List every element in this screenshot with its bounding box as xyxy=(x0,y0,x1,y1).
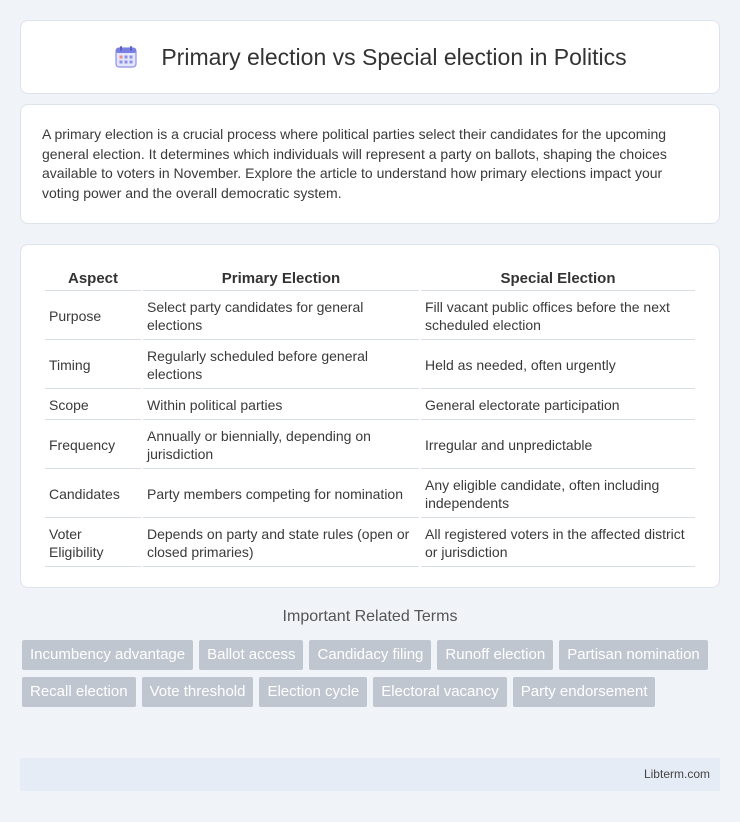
page-title: Primary election vs Special election in Politics xyxy=(161,43,627,70)
tag-partisan-nomination[interactable]: Partisan nomination xyxy=(559,640,708,670)
table-header-row xyxy=(45,267,695,291)
header-aspect: Aspect xyxy=(45,267,141,291)
cell-aspect: Voter Eligibility xyxy=(45,520,141,567)
cell-primary: Regularly scheduled before general elections xyxy=(143,342,419,389)
tag-ballot-access[interactable]: Ballot access xyxy=(199,640,303,670)
footer-site-link[interactable]: Libterm.com xyxy=(643,767,710,781)
header-special-election: Special Election xyxy=(421,267,695,291)
cell-special: All registered voters in the affected district or jurisdiction xyxy=(421,520,695,567)
cell-primary: Depends on party and state rules (open or closed primaries) xyxy=(143,520,419,567)
cell-primary: Select party candidates for general elections xyxy=(143,293,419,340)
header-card xyxy=(20,20,720,94)
table-row xyxy=(45,293,695,340)
related-terms-tags xyxy=(22,640,722,707)
table-row xyxy=(45,471,695,518)
tag-candidacy-filing[interactable]: Candidacy filing xyxy=(309,640,431,670)
comparison-table-card xyxy=(20,244,720,588)
cell-aspect: Purpose xyxy=(45,293,141,340)
comparison-table xyxy=(43,265,697,569)
cell-special: Held as needed, often urgently xyxy=(421,342,695,389)
cell-primary: Within political parties xyxy=(143,391,419,420)
calendar-icon xyxy=(113,44,139,70)
table-row xyxy=(45,422,695,469)
tag-vote-threshold[interactable]: Vote threshold xyxy=(142,677,254,707)
cell-special: Irregular and unpredictable xyxy=(421,422,695,469)
related-terms-title: Important Related Terms xyxy=(282,608,458,625)
cell-special: General electorate participation xyxy=(421,391,695,420)
tag-recall-election[interactable]: Recall election xyxy=(22,677,136,707)
cell-aspect: Frequency xyxy=(45,422,141,469)
table-row xyxy=(45,520,695,567)
tag-electoral-vacancy[interactable]: Electoral vacancy xyxy=(373,677,507,707)
tag-incumbency-advantage[interactable]: Incumbency advantage xyxy=(22,640,193,670)
cell-special: Fill vacant public offices before the next scheduled election xyxy=(421,293,695,340)
cell-aspect: Timing xyxy=(45,342,141,389)
intro-text: A primary election is a crucial process where political parties select their candidates for the upcoming general election. It determines which individuals will represent a party on ballots, shaping the choices available to voters in November. Explore the article to understand how primary elections impact your voting power and the overall democratic system. xyxy=(42,126,667,201)
cell-aspect: Candidates xyxy=(45,471,141,518)
footer xyxy=(20,758,720,791)
intro-card xyxy=(20,104,720,224)
table-row xyxy=(45,342,695,389)
tag-election-cycle[interactable]: Election cycle xyxy=(259,677,367,707)
cell-primary: Party members competing for nomination xyxy=(143,471,419,518)
cell-special: Any eligible candidate, often including independents xyxy=(421,471,695,518)
table-row xyxy=(45,391,695,420)
tag-runoff-election[interactable]: Runoff election xyxy=(437,640,553,670)
cell-primary: Annually or biennially, depending on jurisdiction xyxy=(143,422,419,469)
cell-aspect: Scope xyxy=(45,391,141,420)
header-primary-election: Primary Election xyxy=(143,267,419,291)
tag-party-endorsement[interactable]: Party endorsement xyxy=(513,677,656,707)
